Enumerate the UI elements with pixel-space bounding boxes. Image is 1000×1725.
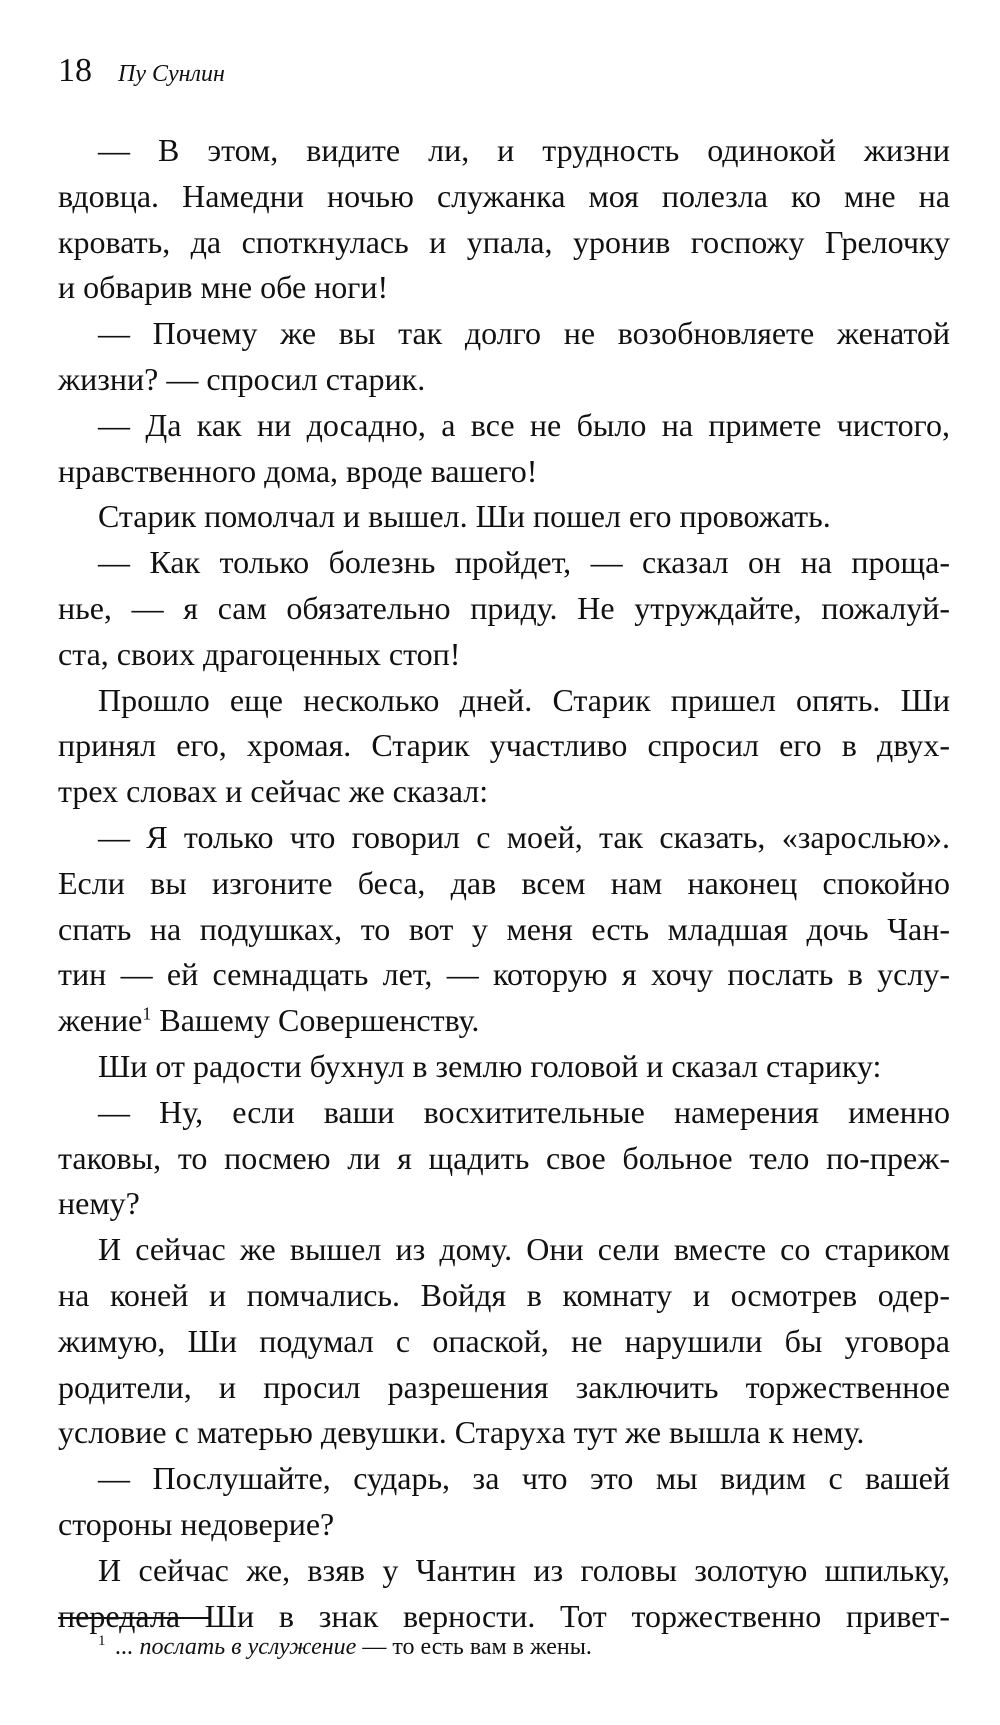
running-title: Пу Сунлин — [118, 61, 225, 87]
text-line: спать на подушках, то вот у меня есть младшая дочь Чан- — [58, 910, 950, 947]
text-line: — Почему же вы так долго не возобновляете женатой — [98, 315, 950, 352]
text-line: И сейчас же, взяв у Чантин из головы золотую шпильку, — [98, 1551, 950, 1588]
footnote-text: — то есть вам в жены. — [356, 1634, 592, 1660]
text-line: трех словах и сейчас же сказал: — [58, 773, 489, 810]
line-text: жение — [58, 1002, 143, 1039]
footnote-divider — [58, 1617, 210, 1619]
text-line: И сейчас же вышел из дому. Они сели вместе со стариком — [98, 1231, 950, 1268]
text-line: — Да как ни досадно, а все не было на примете чистого, — [98, 406, 950, 443]
text-line: тин — ей семнадцать лет, — которую я хочу послать в услу- — [58, 956, 950, 993]
footnote-marker: 1 — [98, 1633, 106, 1649]
body-text — [58, 128, 950, 1639]
text-line: кровать, да споткнулась и упала, уронив госпожу Грелочку — [58, 223, 950, 260]
text-line: условие с матерью девушки. Старуха тут же вышла к нему. — [58, 1414, 865, 1451]
text-line: — Я только что говорил с моей, так сказать, «зарослью». — [98, 818, 950, 855]
text-line: Старик помолчал и вышел. Ши пошел его провожать. — [98, 498, 831, 535]
text-line: жимую, Ши подумал с опаской, не нарушили бы уговора — [58, 1322, 950, 1359]
line-text: Вашему Совершенству. — [159, 1002, 480, 1039]
text-line: — Как только болезнь пройдет, — сказал он на проща- — [98, 544, 950, 581]
text-line: нему? — [58, 1185, 140, 1222]
footnote — [98, 1634, 592, 1661]
text-line: ста, своих драгоценных стоп! — [58, 635, 461, 672]
text-line: стороны недоверие? — [58, 1505, 335, 1542]
footnote-term: ... послать в услужение — [115, 1634, 357, 1660]
text-line: вдовца. Намедни ночью служанка моя полезла ко мне на — [58, 177, 950, 214]
text-line: — Ну, если ваши восхитительные намерения именно — [98, 1093, 950, 1130]
text-line: таковы, то посмею ли я щадить свое больное тело по-преж- — [58, 1139, 950, 1176]
text-line: передала Ши в знак верности. Тот торжественно привет- — [58, 1597, 950, 1634]
text-line: Если вы изгоните беса, дав всем нам наконец спокойно — [58, 864, 950, 901]
text-line: на коней и помчались. Войдя в комнату и осмотрев одер- — [58, 1276, 950, 1313]
text-line: родители, и просил разрешения заключить торжественное — [58, 1368, 950, 1405]
text-line: Ши от радости бухнул в землю головой и сказал старику: — [98, 1047, 882, 1084]
text-line: принял его, хромая. Старик участливо спросил его в двух- — [58, 727, 950, 764]
text-line: и обварив мне обе ноги! — [58, 269, 389, 306]
text-line: нравственного дома, вроде вашего! — [58, 452, 538, 489]
footnote-reference: 1 — [142, 1003, 152, 1024]
page-number: 18 — [58, 52, 92, 89]
text-line: — В этом, видите ли, и трудность одинокой жизни — [98, 132, 950, 168]
text-line-with-footnote — [58, 998, 950, 1044]
text-line: Прошло еще несколько дней. Старик пришел опять. Ши — [98, 681, 950, 718]
page-header — [58, 52, 225, 90]
text-line: жизни? — спросил старик. — [58, 360, 426, 397]
text-line: — Послушайте, сударь, за что это мы видим с вашей — [98, 1460, 950, 1497]
text-line: нье, — я сам обязательно приду. Не утруждайте, пожалуй- — [58, 589, 950, 626]
